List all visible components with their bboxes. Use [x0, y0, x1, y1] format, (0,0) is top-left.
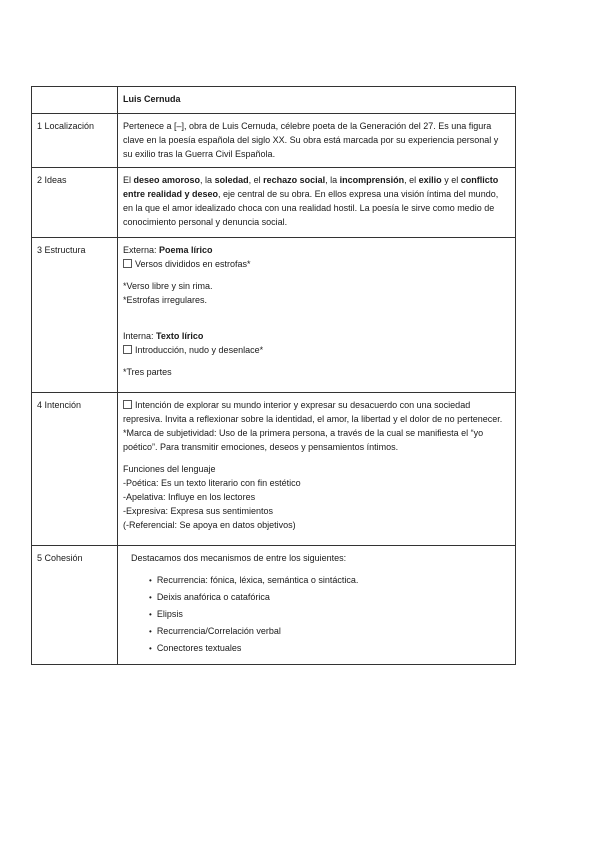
ideas-t5: , el — [404, 175, 419, 185]
estructura-content — [118, 238, 516, 393]
ideas-t7: , eje central de su obra. En ellos expresa una visión íntima del mundo, en la que el amor idealizado choca con una realidad hostil. La poesía le sirve como medio de conocimiento personal y denuncia social. — [123, 189, 499, 227]
intencion-content — [118, 393, 516, 546]
externa-item — [123, 257, 510, 271]
funcion-referencial: (-Referencial: Se apoya en datos objetivos) — [123, 520, 296, 530]
row-ideas — [32, 168, 516, 238]
analysis-table — [31, 86, 516, 665]
checkbox-icon — [123, 345, 132, 354]
interna-item — [123, 343, 510, 357]
ideas-b5: exilio — [418, 175, 442, 185]
ideas-b6: conflicto entre realidad y deseo — [123, 175, 499, 199]
label-intencion: 4 Intención — [32, 393, 118, 546]
interna-bold: Texto lírico — [156, 331, 204, 341]
funciones-title: Funciones del lenguaje — [123, 464, 216, 474]
list-item: • Elipsis — [149, 607, 510, 622]
ideas-b4: incomprensión — [339, 175, 405, 185]
checkbox-icon — [123, 259, 132, 268]
interna-line — [123, 329, 510, 343]
note-partes: *Tres partes — [123, 367, 172, 377]
intencion-para1 — [123, 398, 510, 426]
externa-prefix: Externa: — [123, 245, 160, 255]
externa-bold: Poema lírico — [159, 245, 213, 255]
cohesion-content — [118, 546, 516, 665]
row-estructura — [32, 238, 516, 393]
header-empty-cell — [32, 87, 118, 114]
label-cohesion: 5 Cohesión — [32, 546, 118, 665]
externa-line — [123, 243, 510, 257]
checkbox-icon — [123, 400, 132, 409]
interna-prefix: Interna: — [123, 331, 157, 341]
ideas-t1: El — [123, 175, 134, 185]
externa-item-text: Versos divididos en estrofas* — [135, 259, 251, 269]
row-localizacion — [32, 114, 516, 168]
ideas-b3: rechazo social — [263, 175, 326, 185]
ideas-t4: , la — [325, 175, 340, 185]
intencion-para1-text: Intención de explorar su mundo interior y expresar su desacuerdo con una sociedad represiva. Invita a reflexionar sobre la identidad, el amor, la libertad y el dolor de no pertenecer. — [123, 400, 503, 424]
funcion-apelativa: -Apelativa: Influye en los lectores — [123, 492, 256, 502]
label-ideas: 2 Ideas — [32, 168, 118, 238]
note-verso: *Verso libre y sin rima. — [123, 281, 213, 291]
localizacion-text: Pertenece a [–], obra de Luis Cernuda, célebre poeta de la Generación del 27. Es una figura clave en la poesía española del siglo XX. Su obra está marcada por su experiencia personal y su exilio tras la Guerra Civil Española. — [118, 114, 516, 168]
list-item: • Recurrencia: fónica, léxica, semántica o sintáctica. — [149, 573, 510, 588]
list-item: • Deixis anafórica o catafórica — [149, 590, 510, 605]
table-header-row — [32, 87, 516, 114]
row-cohesion — [32, 546, 516, 665]
list-item: • Conectores textuales — [149, 641, 510, 656]
label-estructura: 3 Estructura — [32, 238, 118, 393]
ideas-t2: , la — [200, 175, 215, 185]
cohesion-list — [123, 573, 510, 656]
intencion-para2: *Marca de subjetividad: Uso de la primera persona, a través de la cual se manifiesta el “yo poético”. Para transmitir emociones, deseos y pensamientos íntimos. — [123, 428, 484, 452]
note-estrofas: *Estrofas irregulares. — [123, 295, 208, 305]
list-item: • Recurrencia/Correlación verbal — [149, 624, 510, 639]
funcion-expresiva: -Expresiva: Expresa sus sentimientos — [123, 506, 274, 516]
ideas-t3: , el — [248, 175, 264, 185]
ideas-b2: soledad — [214, 175, 249, 185]
interna-item-text: Introducción, nudo y desenlace* — [135, 345, 264, 355]
author-title: Luis Cernuda — [118, 87, 516, 114]
label-localizacion: 1 Localización — [32, 114, 118, 168]
ideas-text — [118, 168, 516, 238]
row-intencion — [32, 393, 516, 546]
ideas-t6: y el — [441, 175, 461, 185]
ideas-b1: deseo amoroso — [133, 175, 201, 185]
cohesion-intro: Destacamos dos mecanismos de entre los siguientes: — [131, 553, 347, 563]
funcion-poetica: -Poética: Es un texto literario con fin estético — [123, 478, 301, 488]
